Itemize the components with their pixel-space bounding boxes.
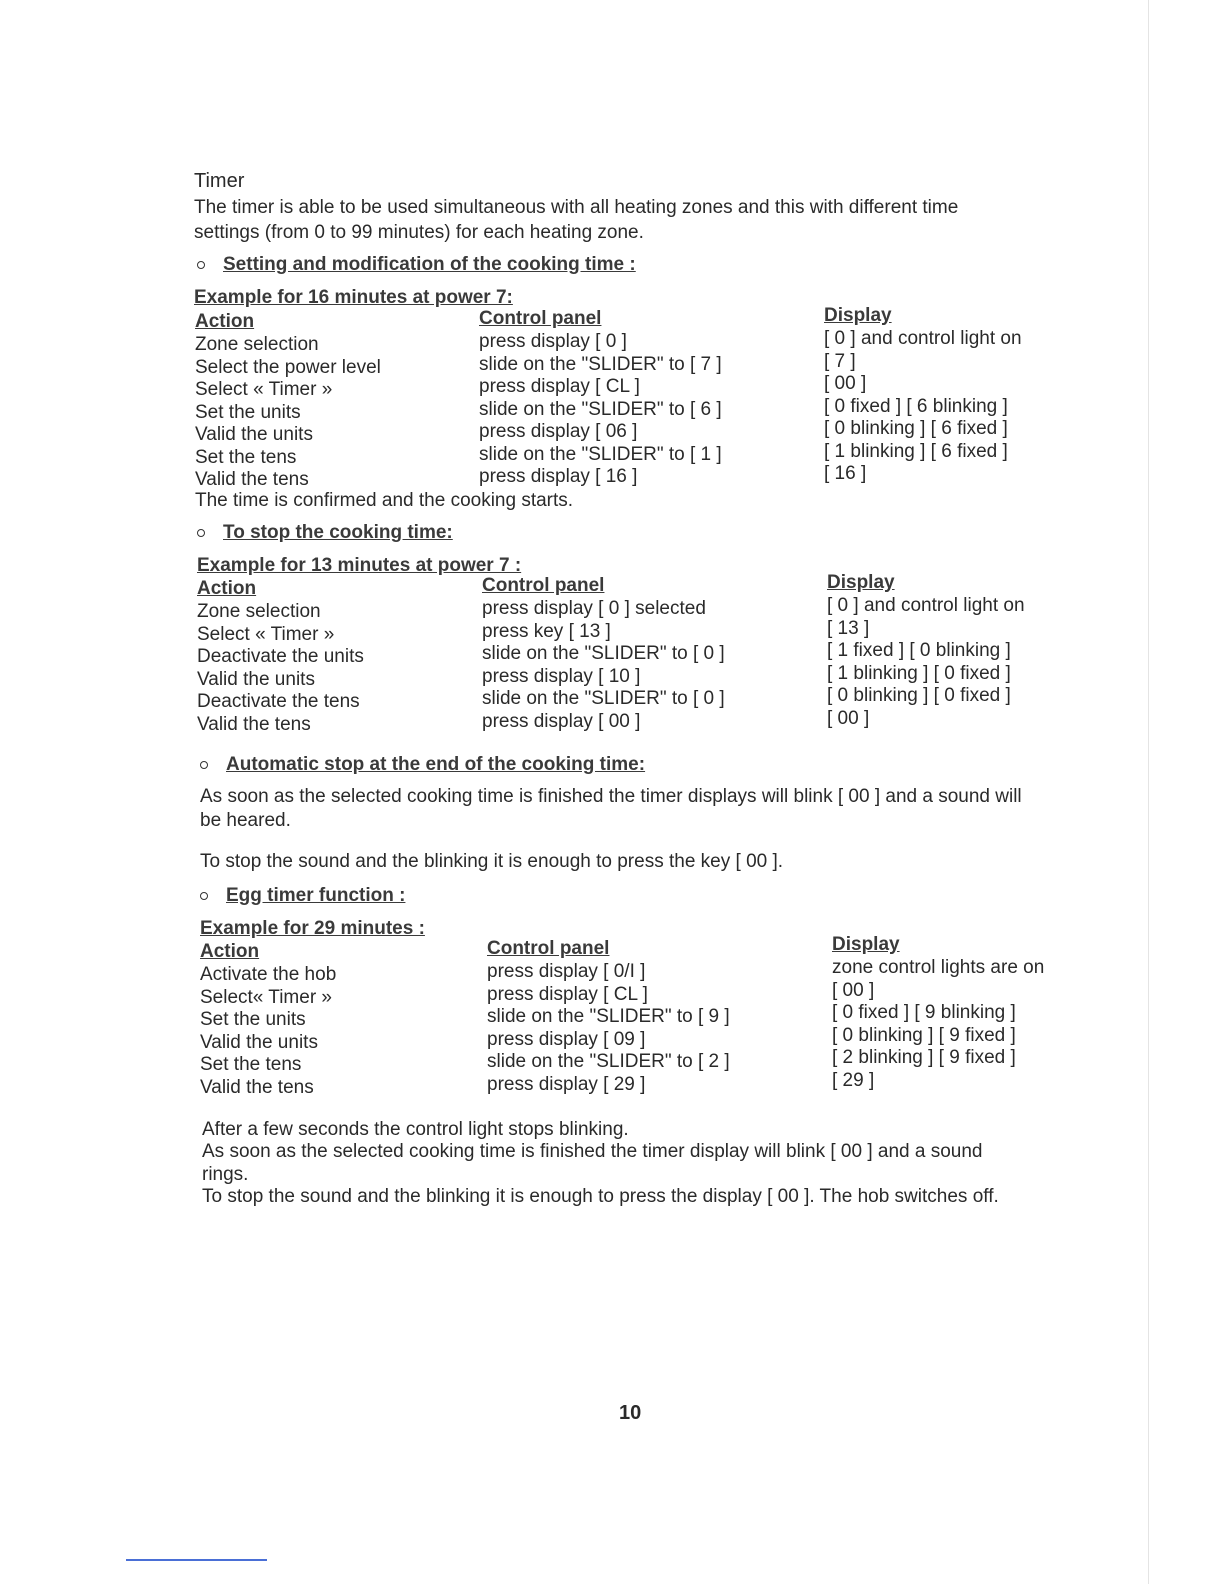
section2-control-column [482, 575, 725, 733]
page-edge-line [1148, 0, 1149, 1584]
table-row: Deactivate the units [197, 646, 364, 667]
display-header: Display [827, 572, 895, 593]
section4-heading: Egg timer function : [226, 885, 406, 906]
table-row: press display [ 00 ] [482, 710, 641, 732]
section2-heading: To stop the cooking time: [223, 522, 453, 543]
table-row: press display [ 0/I ] [487, 961, 646, 982]
table-row: press display [ 16 ] [479, 466, 638, 487]
table-row: Valid the units [197, 668, 315, 690]
section2-action-column [197, 578, 364, 736]
footer-rule [126, 1559, 267, 1561]
table-row: Valid the units [195, 424, 313, 445]
table-row: [ 29 ] [832, 1069, 875, 1091]
bullet-icon [200, 892, 208, 900]
action-header: Action [200, 941, 260, 962]
section2-display-column [827, 572, 1025, 730]
table-row: press display [ 09 ] [487, 1028, 646, 1050]
table-row: slide on the "SLIDER" to [ 6 ] [479, 398, 722, 420]
table-row: [ 0 fixed ] [ 6 blinking ] [824, 395, 1008, 417]
table-row: [ 1 fixed ] [ 0 blinking ] [827, 640, 1011, 661]
section4-line-2: As soon as the selected cooking time is finished the timer display will blink [ 00 ] and a sound [202, 1141, 983, 1162]
table-row: Set the tens [200, 1054, 302, 1075]
table-row: Select « Timer » [197, 623, 335, 645]
section4-line-1: After a few seconds the control light stops blinking. [202, 1119, 629, 1140]
table-row: press display [ 06 ] [479, 421, 638, 442]
table-row: press display [ 29 ] [487, 1073, 646, 1095]
table-row: slide on the "SLIDER" to [ 2 ] [487, 1051, 730, 1072]
table-row: [ 00 ] [824, 373, 867, 394]
section3-heading-row [200, 754, 645, 776]
section4-heading-row [200, 885, 405, 907]
display-header: Display [824, 305, 892, 326]
table-row: [ 0 blinking ] [ 9 fixed ] [832, 1024, 1016, 1046]
table-row: press display [ CL ] [487, 983, 648, 1005]
table-row: [ 7 ] [824, 350, 856, 372]
action-header: Action [195, 311, 255, 332]
section2-heading-row [197, 522, 453, 544]
intro-line-1: The timer is able to be used simultaneous with all heating zones and this with different time [194, 197, 959, 218]
table-row: [ 0 ] and control light on [827, 595, 1025, 616]
table-row: Deactivate the tens [197, 691, 360, 712]
bullet-icon [200, 761, 208, 769]
control-panel-header: Control panel [487, 938, 610, 959]
table-row: Set the units [200, 1009, 306, 1030]
table-row: Set the tens [195, 446, 297, 468]
bullet-icon [197, 529, 205, 537]
section2-example: Example for 13 minutes at power 7 : [197, 555, 522, 576]
table-row: [ 00 ] [832, 979, 875, 1001]
page-number: 10 [619, 1402, 642, 1424]
table-row: [ 0 ] and control light on [824, 328, 1022, 349]
table-row: Select« Timer » [200, 986, 332, 1008]
section4-example: Example for 29 minutes : [200, 918, 425, 939]
section3-line-2: be heared. [200, 810, 291, 831]
page-title: Timer [194, 170, 245, 192]
section1-control-column [479, 308, 722, 489]
section4-line-4: To stop the sound and the blinking it is enough to press the display [ 00 ]. The hob switches off. [202, 1186, 999, 1207]
table-row: Zone selection [197, 601, 321, 622]
section1-heading-row [197, 254, 636, 276]
table-row: press display [ 0 ] [479, 331, 627, 352]
table-row: [ 00 ] [827, 707, 870, 729]
action-header: Action [197, 578, 257, 599]
table-row: press display [ CL ] [479, 376, 640, 397]
intro-line-2: settings (from 0 to 99 minutes) for each heating zone. [194, 222, 644, 243]
section3-line-1: As soon as the selected cooking time is finished the timer displays will blink [ 00 ] and a sound will [200, 786, 1022, 807]
section4-action-column [200, 941, 336, 1099]
table-row: press display [ 10 ] [482, 665, 641, 687]
table-row: Valid the tens [200, 1076, 314, 1098]
table-row: Select the power level [195, 356, 381, 378]
table-row: Activate the hob [200, 964, 337, 985]
table-row: press key [ 13 ] [482, 620, 611, 642]
section1-action-column [195, 311, 381, 492]
table-row: Valid the tens [197, 713, 311, 735]
table-row: [ 16 ] [824, 463, 867, 484]
table-row: [ 0 blinking ] [ 0 fixed ] [827, 685, 1011, 706]
table-row: press display [ 0 ] selected [482, 598, 706, 619]
table-row: Set the units [195, 401, 301, 423]
table-row: [ 0 fixed ] [ 9 blinking ] [832, 1002, 1016, 1023]
section4-line-3: rings. [202, 1164, 249, 1185]
control-panel-header: Control panel [482, 575, 605, 596]
table-row: Zone selection [195, 334, 319, 355]
control-panel-header: Control panel [479, 308, 602, 329]
bullet-icon [197, 261, 205, 269]
table-row: slide on the "SLIDER" to [ 0 ] [482, 688, 725, 709]
table-row: slide on the "SLIDER" to [ 9 ] [487, 1006, 730, 1027]
table-row: Valid the tens [195, 469, 309, 490]
section4-control-column [487, 938, 730, 1096]
table-row: [ 2 blinking ] [ 9 fixed ] [832, 1047, 1016, 1068]
table-row: Select « Timer » [195, 379, 333, 400]
display-header: Display [832, 934, 900, 955]
table-row: slide on the "SLIDER" to [ 1 ] [479, 443, 722, 465]
table-row: zone control lights are on [832, 957, 1045, 978]
section1-display-column [824, 305, 1022, 486]
table-row: slide on the "SLIDER" to [ 0 ] [482, 643, 725, 664]
section1-heading: Setting and modification of the cooking time : [223, 254, 636, 275]
section3-heading: Automatic stop at the end of the cooking time: [226, 754, 646, 775]
table-row: [ 13 ] [827, 617, 870, 639]
table-row: Valid the units [200, 1031, 318, 1053]
table-row: slide on the "SLIDER" to [ 7 ] [479, 353, 722, 375]
section3-line-3: To stop the sound and the blinking it is enough to press the key [ 00 ]. [200, 851, 784, 872]
section1-note: The time is confirmed and the cooking starts. [195, 490, 574, 511]
table-row: [ 0 blinking ] [ 6 fixed ] [824, 418, 1008, 439]
section1-example: Example for 16 minutes at power 7: [194, 287, 513, 308]
table-row: [ 1 blinking ] [ 6 fixed ] [824, 440, 1008, 462]
section4-display-column [832, 934, 1044, 1092]
table-row: [ 1 blinking ] [ 0 fixed ] [827, 662, 1011, 684]
